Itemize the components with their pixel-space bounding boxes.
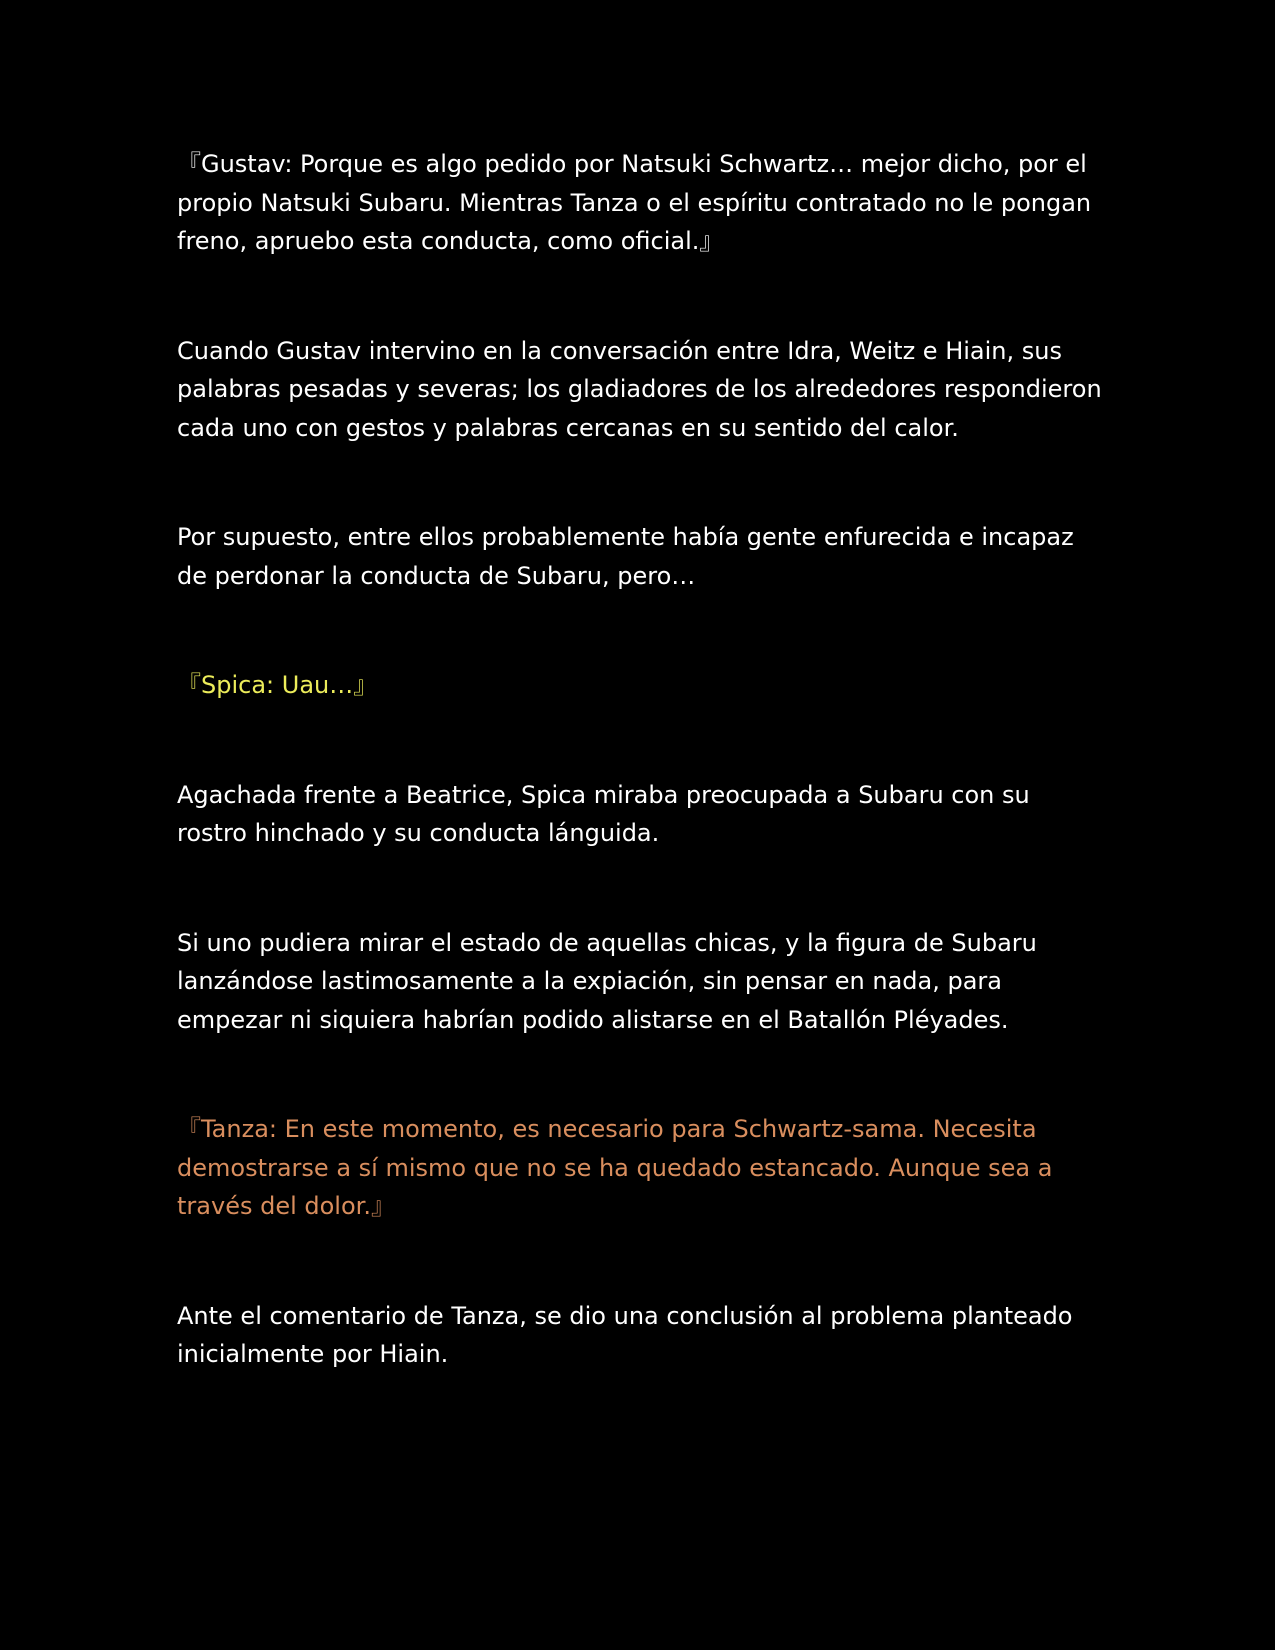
narration-paragraph: Si uno pudiera mirar el estado de aquellas chicas, y la figura de Subaru lanzándose lastimosamente a la expiación, sin pensar en nada, para empezar ni siquiera habrían podido alistarse en el Batallón Pléyades. (177, 928, 1037, 1034)
narration-paragraph: Por supuesto, entre ellos probablemente había gente enfurecida e incapaz de perdonar la conducta de Subaru, pero… (177, 523, 1074, 590)
document-page (177, 145, 1107, 1445)
narration-paragraph: Agachada frente a Beatrice, Spica miraba preocupada a Subaru con su rostro hinchado y su conducta lánguida. (177, 780, 1030, 847)
dialogue-spica: 『Spica: Uau…』 (177, 671, 378, 699)
narration-paragraph: Cuando Gustav intervino en la conversación entre Idra, Weitz e Hiain, sus palabras pesadas y severas; los gladiadores de los alrededores respondieron cada uno con gestos y palabras cercanas en su sentido del calor. (177, 336, 1102, 442)
dialogue-tanza: 『Tanza: En este momento, es necesario para Schwartz-sama. Necesita demostrarse a sí mismo que no se ha quedado estancado. Aunque sea a través del dolor.』 (177, 1115, 1053, 1220)
dialogue-gustav: 『Gustav: Porque es algo pedido por Natsuki Schwartz… mejor dicho, por el propio Natsuki Subaru. Mientras Tanza o el espíritu contratado no le pongan freno, apruebo esta conducta, como oficial.』 (177, 150, 1092, 255)
narration-paragraph: Ante el comentario de Tanza, se dio una conclusión al problema planteado inicialmente por Hiain. (177, 1301, 1073, 1368)
